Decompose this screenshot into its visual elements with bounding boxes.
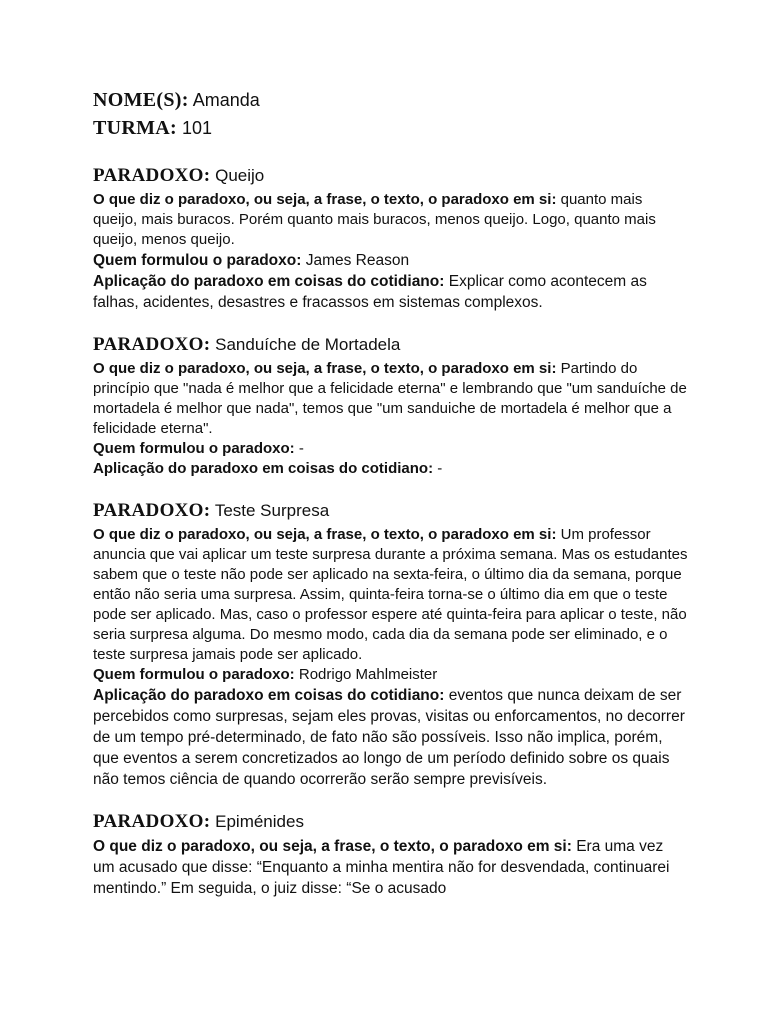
author-value: James Reason [305,252,410,269]
paradox-section-teste-surpresa [93,499,688,790]
paradox-label: PARADOXO: [93,811,211,832]
statement-label: O que diz o paradoxo, ou seja, a frase, o texto, o paradoxo em si: [93,526,557,543]
paradox-statement [93,525,688,665]
name-value: Amanda [192,90,260,110]
paradox-application [93,271,688,313]
author-value: Rodrigo Mahlmeister [298,666,438,683]
paradox-title [93,810,688,834]
paradox-application [93,459,688,479]
paradox-section-sanduiche [93,333,688,479]
paradox-statement [93,359,688,439]
paradox-author [93,250,688,271]
author-label: Quem formulou o paradoxo: [93,440,295,457]
author-value: - [298,440,304,457]
paradox-section-queijo [93,164,688,313]
statement-text: Um professor anuncia que vai aplicar um teste surpresa durante a próxima semana. Mas os estudantes sabem que o teste não pode ser aplicado na sexta-feira, o último dia da semana, porque então não seria uma surpresa. Assim, quinta-feira torna-se o último dia em que o teste pode ser aplicado. Mas, caso o professor espere até quinta-feira para aplicar o teste, não seria surpresa alguma. Do mesmo modo, cada dia da semana pode ser eliminado, e o teste surpresa jamais pode ser aplicado. [93,526,688,663]
paradox-title-value: Sanduíche de Mortadela [215,335,401,354]
statement-text: Era uma vez um acusado que disse: “Enquanto a minha mentira não for desvendada, continuarei mentindo.” Em seguida, o juiz disse: “Se o acusado [93,838,670,897]
application-text: eventos que nunca deixam de ser percebidos como surpresas, sejam eles provas, visitas ou enforcamentos, no decorrer de um tempo pré-determinado, de fato não são possíveis. Isso não implica, porém, que eventos a serem concretizados ao longo de um período definido sobre os quais não temos ciência de quando ocorrerão serão sempre previsíveis. [93,687,685,788]
paradox-statement [93,190,688,250]
statement-label: O que diz o paradoxo, ou seja, a frase, o texto, o paradoxo em si: [93,191,557,208]
statement-text: quanto mais queijo, mais buracos. Porém quanto mais buracos, menos queijo. Logo, quanto mais queijo, menos queijo. [93,191,656,248]
paradox-author [93,439,688,459]
name-line [93,86,688,114]
statement-label: O que diz o paradoxo, ou seja, a frase, o texto, o paradoxo em si: [93,838,572,855]
paradox-label: PARADOXO: [93,165,211,186]
application-label: Aplicação do paradoxo em coisas do cotidiano: [93,687,445,704]
paradox-title-value: Queijo [215,166,265,185]
application-text: - [437,460,443,477]
paradox-label: PARADOXO: [93,334,211,355]
statement-text: Partindo do princípio que "nada é melhor que a felicidade eterna" e lembrando que "um sanduíche de mortadela é melhor que nada", temos que "um sanduiche de mortadela é melhor que a felicidade eterna". [93,360,687,437]
name-label: NOME(S): [93,89,189,111]
application-label: Aplicação do paradoxo em coisas do cotidiano: [93,460,434,477]
paradox-author [93,665,688,685]
paradox-label: PARADOXO: [93,500,211,521]
paradox-title-value: Epiménides [215,812,304,831]
paradox-title-value: Teste Surpresa [214,501,330,520]
application-label: Aplicação do paradoxo em coisas do cotidiano: [93,273,445,290]
class-value: 101 [182,118,213,138]
paradox-section-epimenides [93,810,688,899]
paradox-title [93,333,688,357]
application-text: Explicar como acontecem as falhas, acidentes, desastres e fracassos em sistemas complexos. [93,273,647,311]
paradox-application [93,685,688,790]
paradox-title [93,164,688,188]
paradox-title [93,499,688,523]
statement-label: O que diz o paradoxo, ou seja, a frase, o texto, o paradoxo em si: [93,360,557,377]
paradox-statement [93,836,688,899]
class-label: TURMA: [93,117,178,139]
author-label: Quem formulou o paradoxo: [93,252,302,269]
class-line [93,114,688,142]
author-label: Quem formulou o paradoxo: [93,666,295,683]
